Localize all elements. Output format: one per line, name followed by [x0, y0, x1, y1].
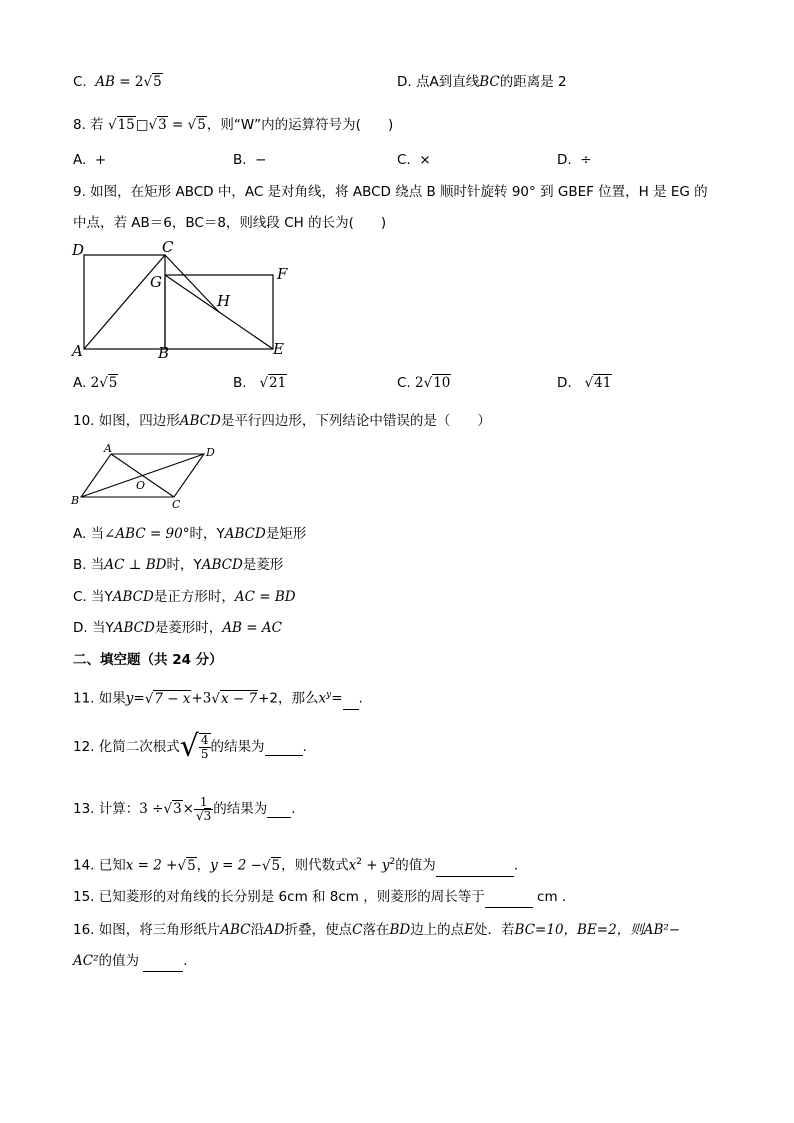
answer-blank[interactable]	[343, 689, 359, 710]
q13-stem: 13. 计算：3 ÷√3× $\frac{1}{√3}$ 的结果为 .	[73, 794, 296, 823]
sqrt-expression: √5	[187, 117, 206, 133]
label-a: A	[72, 342, 83, 360]
label-a: A	[104, 442, 112, 455]
diagonal-ac	[84, 255, 165, 349]
label-o: O	[136, 479, 146, 492]
math-eq: = 2	[119, 74, 144, 90]
q8-option-a: A. +	[73, 152, 107, 168]
label-b: B	[71, 494, 80, 507]
q8-option-d: D. ÷	[557, 152, 592, 168]
answer-blank[interactable]	[143, 951, 183, 972]
sqrt-expression: √3	[148, 117, 167, 133]
q9-option-b: B. √21	[233, 375, 287, 391]
answer-blank[interactable]	[485, 887, 533, 908]
q16-stem-line2: AC²的值为 .	[73, 951, 188, 972]
option-text-2: 的距离是 2	[499, 74, 567, 90]
math-eq: =	[172, 117, 184, 133]
fraction: $\frac{4}{5}$	[200, 733, 209, 761]
segment-ch	[165, 255, 219, 312]
q12-stem: 12. 化简二次根式√ $\frac{4}{5}$ 的结果为 .	[73, 729, 307, 764]
q9-option-a: A. 2√5	[73, 375, 118, 391]
option-label: C.	[73, 74, 87, 90]
q7-option-d	[397, 72, 567, 92]
answer-blank[interactable]	[267, 801, 291, 818]
label-f: F	[277, 265, 288, 283]
answer-blank[interactable]	[436, 856, 514, 877]
section-title: 二、填空题（共 24 分）	[73, 652, 223, 668]
fraction: $\frac{1}{√3}$	[195, 794, 212, 823]
option-text: 点A到直线	[415, 74, 480, 90]
label-h: H	[217, 292, 231, 310]
question-text: ，则“W”内的运算符号为( )	[206, 117, 394, 133]
q10-figure	[70, 442, 220, 510]
q16-stem-line1: 16. 如图，将三角形纸片ABC沿AD折叠，使点C落在BD边上的点E处．若BC=10，BE=2，则AB²−	[73, 922, 681, 938]
q10-option-c: C. 当YABCD是正方形时，AC = BD	[73, 589, 296, 605]
sqrt-expression: √5	[143, 74, 162, 90]
q7-option-c	[73, 72, 163, 92]
q10-option-d: D. 当YABCD是菱形时，AB = AC	[73, 620, 282, 636]
q8-option-c: C. ×	[397, 152, 431, 168]
label-g: G	[150, 273, 162, 291]
q14-stem: 14. 已知x = 2 +√5，y = 2 −√5，则代数式$x^2 + y^2$的值为 .	[73, 852, 518, 877]
q10-option-b: B. 当AC ⊥ BD时，YABCD是菱形	[73, 557, 284, 573]
q10-option-a: A. 当∠ABC = 90°时，YABCD是矩形	[73, 526, 307, 542]
q15-stem: 15. 已知菱形的对角线的长分别是 6cm 和 8cm ，则菱形的周长等于 cm .	[73, 887, 566, 908]
q9-stem-line1: 9. 如图，在矩形 ABCD 中，AC 是对角线，将 ABCD 绕点 B 顺时针旋转 90° 到 GBEF 位置，H 是 EG 的	[73, 184, 708, 200]
math-ab: AB	[95, 74, 115, 90]
q10-stem: 10. 如图，四边形ABCD是平行四边形，下列结论中错误的是（ ）	[73, 413, 491, 429]
label-d: D	[72, 241, 85, 259]
math-bc: BC	[479, 74, 500, 90]
label-b: B	[158, 344, 170, 362]
option-label: D.	[397, 74, 412, 90]
question-number: 8. 若	[73, 117, 104, 133]
q11-stem: 11. 如果y=√7 − x+3√x − 7+2，那么$x^y=$ .	[73, 685, 363, 710]
radical-sign: √	[179, 729, 199, 764]
q9-option-c: C. 2√10	[397, 375, 451, 391]
q8-option-b: B. −	[233, 152, 267, 168]
q9-stem-line2: 中点，若 AB＝6，BC＝8，则线段 CH 的长为( )	[73, 215, 387, 231]
label-c: C	[172, 498, 181, 510]
operator-box: □	[135, 117, 149, 133]
q9-figure	[70, 238, 310, 363]
label-c: C	[162, 238, 174, 256]
label-e: E	[273, 340, 284, 358]
sqrt-expression: √15	[107, 117, 135, 133]
answer-blank[interactable]	[265, 739, 303, 756]
q8-stem	[73, 115, 393, 135]
label-d: D	[206, 446, 215, 459]
q9-option-d: D. √41	[557, 375, 612, 391]
